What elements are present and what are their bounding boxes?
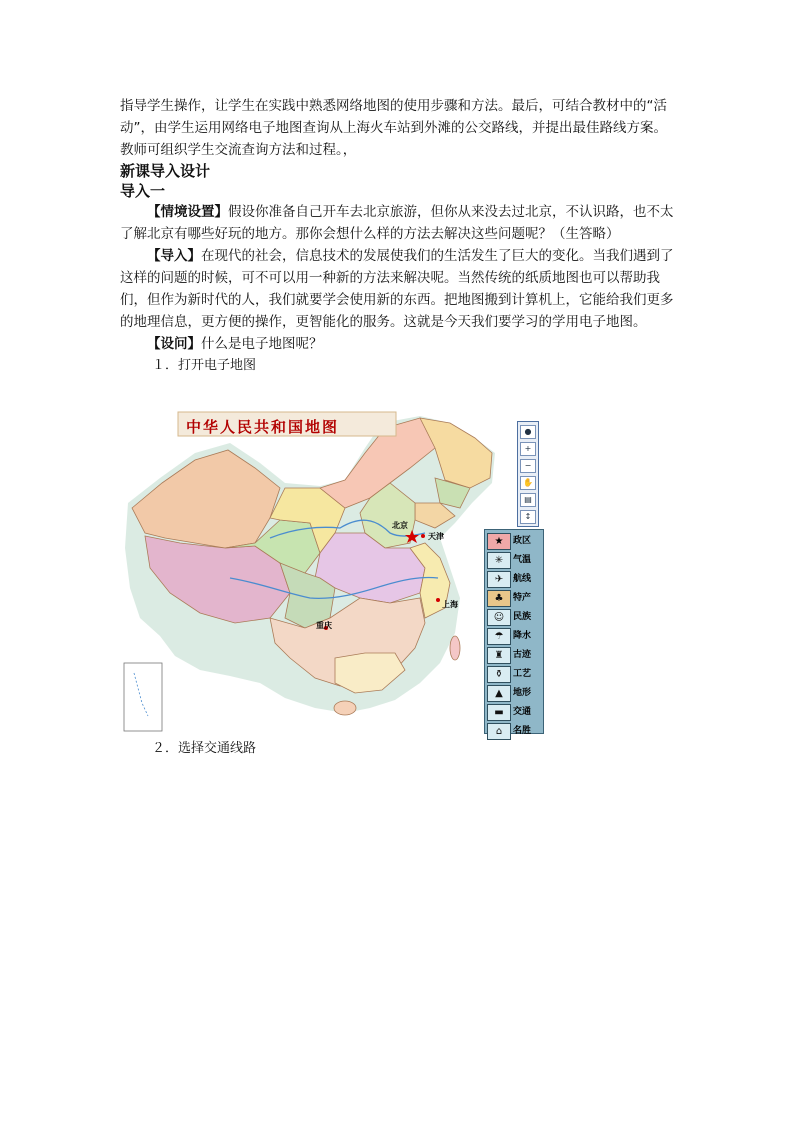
craft-icon: ⚱	[487, 666, 511, 683]
south-sea-inset	[124, 663, 162, 731]
step-1: １．打开电子地图	[152, 358, 257, 373]
legend-item-political[interactable]: ★ 政区	[487, 533, 541, 549]
china-map-screenshot	[120, 408, 560, 737]
legend-item-ethnic[interactable]: ☺ 民族	[487, 609, 541, 625]
pan-tool-icon[interactable]: ✋	[520, 476, 536, 490]
zoom-in-tool-icon[interactable]: +	[520, 442, 536, 456]
map-toolbar	[517, 421, 539, 527]
people-icon: ☺	[487, 609, 511, 626]
map-legend-panel	[484, 529, 544, 737]
question-paragraph	[120, 333, 680, 355]
legend-item-scenic[interactable]: ⌂ 名胜	[487, 723, 541, 739]
shanghai-marker	[436, 598, 440, 602]
lead-in-tag: 【导入】	[147, 248, 201, 264]
legend-item-rainfall[interactable]: ☂ 降水	[487, 628, 541, 644]
globe-tool-icon[interactable]: ●	[520, 425, 536, 439]
region-hainan	[334, 701, 356, 715]
legend-item-terrain[interactable]: ▲ 地形	[487, 685, 541, 701]
intro-paragraph: 指导学生操作，让学生在实践中熟悉网络地图的使用步骤和方法。最后，可结合教材中的“活动”，由学生运用网络电子地图查询从上海火车站到外滩的公交路线，并提出最佳路线方案。教师可组织学生交流查询方法和过程。，	[120, 98, 667, 158]
city-tianjin: 天津	[428, 532, 444, 541]
map-title: 中华人民共和国地图	[186, 418, 340, 436]
print-tool-icon[interactable]: ▤	[520, 493, 536, 507]
section-title: 新课导入设计	[120, 162, 211, 180]
tianjin-marker	[421, 534, 425, 538]
lead-in-text: 在现代的社会，信息技术的发展使我们的生活发生了巨大的变化。当我们遇到了这样的问题的时候，可不可以用一种新的方法来解决呢。当然传统的纸质地图也可以帮助我们，但作为新时代的人，我们就要学会使用新的东西。把地图搬到计算机上，它能给我们更多的地理信息，更方便的操作，更智能化的服务。这就是今天我们要学习的学用电子地图。	[120, 248, 674, 330]
city-chongqing: 重庆	[316, 621, 332, 630]
legend-item-craft[interactable]: ⚱ 工艺	[487, 666, 541, 682]
legend-item-traffic[interactable]: ▬ 交通	[487, 704, 541, 720]
question-text: 什么是电子地图呢？	[201, 336, 323, 352]
weather-icon: ✳	[487, 552, 511, 569]
step-2: ２．选择交通线路	[152, 741, 257, 756]
traffic-icon: ▬	[487, 704, 511, 721]
star-icon: ★	[487, 533, 511, 550]
scenario-text: 假设你准备自己开车去北京旅游，但你从来没去过北京，不认识路，也不太了解北京有哪些好玩的地方。那你会想什么样的方法去解决这些问题呢？（生答略）	[120, 204, 674, 242]
airplane-icon: ✈	[487, 571, 511, 588]
legend-item-product[interactable]: ♣ 特产	[487, 590, 541, 606]
measure-tool-icon[interactable]: ↕	[520, 510, 536, 524]
terrain-icon: ▲	[487, 685, 511, 702]
document-body	[120, 95, 680, 377]
subsection-title: 导入一	[120, 182, 166, 200]
city-shanghai: 上海	[442, 600, 458, 609]
rain-icon: ☂	[487, 628, 511, 645]
lead-in-paragraph	[120, 245, 680, 333]
ancient-icon: ♜	[487, 647, 511, 664]
region-taiwan	[450, 636, 460, 660]
scenario-paragraph	[120, 201, 680, 245]
zoom-out-tool-icon[interactable]: −	[520, 459, 536, 473]
legend-item-airline[interactable]: ✈ 航线	[487, 571, 541, 587]
legend-item-temperature[interactable]: ✳ 气温	[487, 552, 541, 568]
legend-item-monument[interactable]: ♜ 古迹	[487, 647, 541, 663]
product-icon: ♣	[487, 590, 511, 607]
scenario-tag: 【情境设置】	[147, 204, 228, 220]
scenic-icon: ⌂	[487, 723, 511, 740]
question-tag: 【设问】	[147, 336, 201, 352]
city-beijing: 北京	[392, 521, 408, 530]
